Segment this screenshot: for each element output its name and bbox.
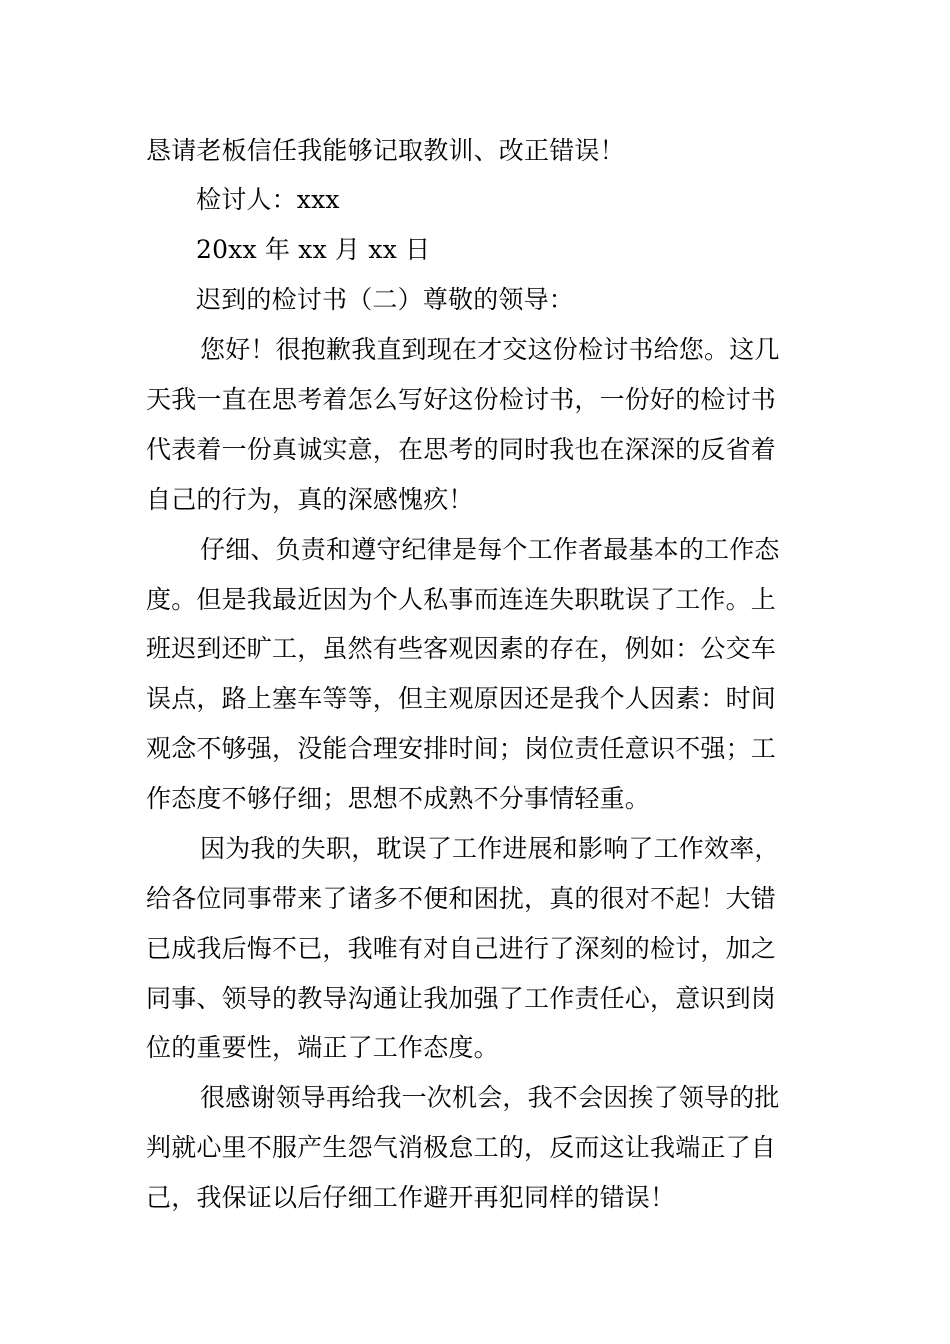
text-line: 班迟到还旷工，虽然有些客观因素的存在，例如：公交车 — [146, 634, 777, 663]
section-heading: 迟到的检讨书（二）尊敬的领导： — [196, 285, 575, 314]
text-line: 给各位同事带来了诸多不便和困扰，真的很对不起！大错 — [146, 884, 777, 913]
text-line: 判就心里不服产生怨气消极怠工的，反而这让我端正了自 — [146, 1133, 777, 1162]
text-line: 已成我后悔不已，我唯有对自己进行了深刻的检讨，加之 — [146, 934, 777, 963]
text-line: 己，我保证以后仔细工作避开再犯同样的错误！ — [146, 1183, 676, 1212]
text-line: 误点，路上塞车等等，但主观原因还是我个人因素：时间 — [146, 684, 777, 713]
text-line: 天我一直在思考着怎么写好这份检讨书，一份好的检讨书 — [146, 385, 777, 414]
text-line: 仔细、负责和遵守纪律是每个工作者最基本的工作态 — [200, 535, 780, 564]
date-line: 20xx 年 xx 月 xx 日 — [196, 235, 431, 264]
text-line: 很感谢领导再给我一次机会，我不会因挨了领导的批 — [200, 1083, 780, 1112]
text-line: 作态度不够仔细；思想不成熟不分事情轻重。 — [146, 784, 651, 813]
text-line: 位的重要性，端正了工作态度。 — [146, 1033, 499, 1062]
text-line: 代表着一份真诚实意，在思考的同时我也在深深的反省着 — [146, 435, 777, 464]
text-line: 度。但是我最近因为个人私事而连连失职耽误了工作。上 — [146, 585, 777, 614]
text-line: 自己的行为，真的深感愧疚！ — [146, 485, 474, 514]
text-line: 您好！很抱歉我直到现在才交这份检讨书给您。这几 — [200, 335, 780, 364]
text-line: 同事、领导的教导沟通让我加强了工作责任心，意识到岗 — [146, 984, 777, 1013]
text-line: 恳请老板信任我能够记取教训、改正错误！ — [146, 136, 625, 165]
signer-line: 检讨人：xxx — [196, 185, 340, 214]
text-line: 因为我的失职，耽误了工作进展和影响了工作效率， — [200, 834, 780, 863]
text-line: 观念不够强，没能合理安排时间；岗位责任意识不强；工 — [146, 734, 777, 763]
